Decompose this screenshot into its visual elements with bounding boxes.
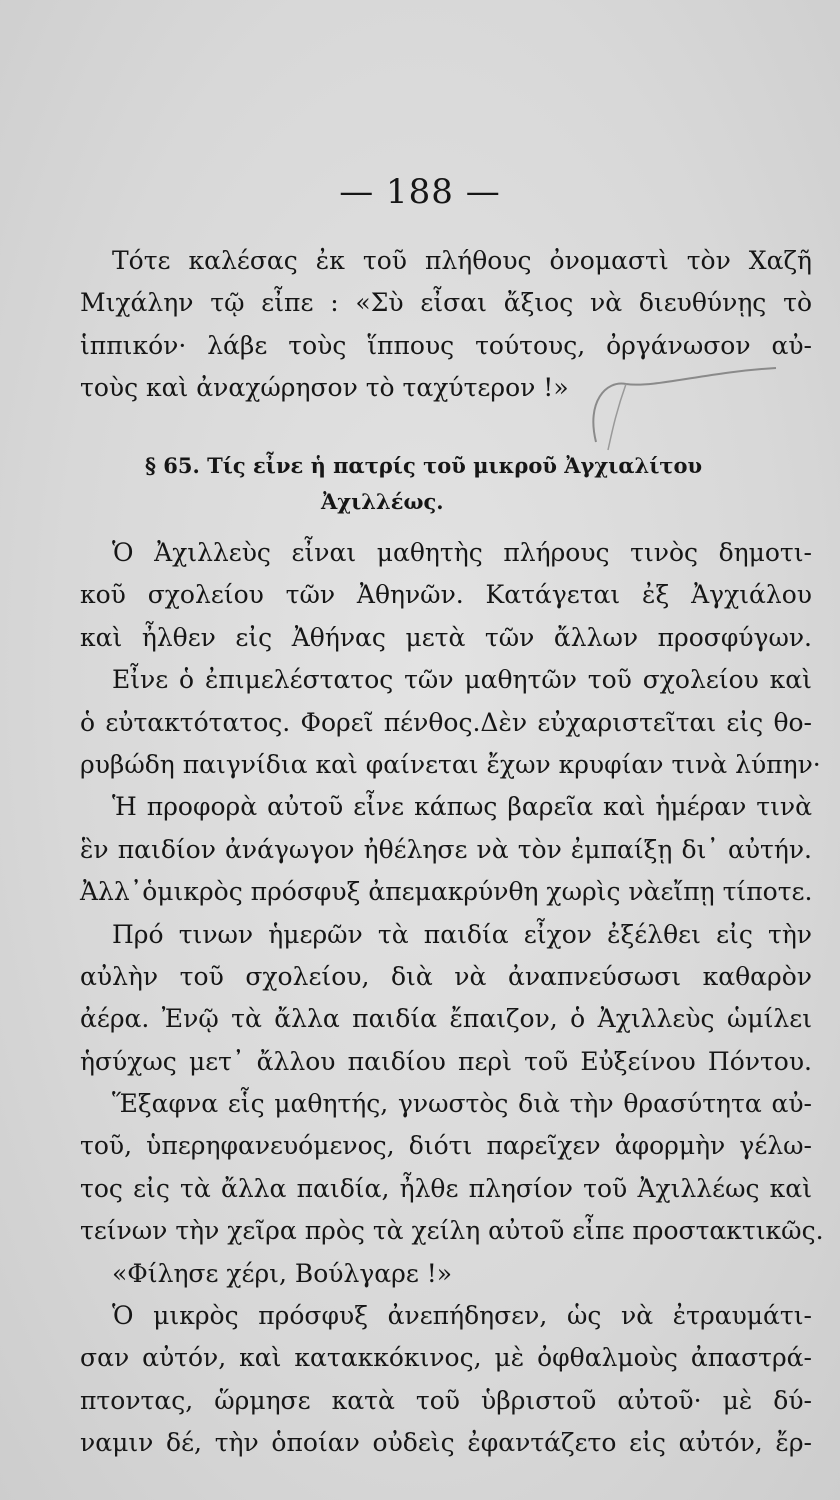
section-heading bbox=[145, 448, 785, 520]
text-line: καὶ ἦλθεν εἰς Ἀθήνας μετὰ τῶν ἄλλων προσφύγων. bbox=[80, 622, 812, 652]
text-line: Ἡ προφορὰ αὐτοῦ εἶνε κάπως βαρεῖα καὶ ἡμέραν τινὰ bbox=[112, 792, 812, 822]
text-line: τος εἰς τὰ ἄλλα παιδία, ἦλθε πλησίον τοῦ Ἀχιλλέως καὶ bbox=[80, 1173, 812, 1203]
text-line: Πρό τινων ἡμερῶν τὰ παιδία εἶχον ἐξέλθει εἰς τὴν bbox=[112, 919, 812, 949]
text-line: Ὁ Ἀχιλλεὺς εἶναι μαθητὴς πλήρους τινὸς δημοτι- bbox=[112, 538, 812, 567]
text-line: Ἕξαφνα εἷς μαθητής, γνωστὸς διὰ τὴν θρασύτητα αὐ- bbox=[112, 1089, 812, 1119]
body-text bbox=[80, 532, 824, 1465]
section-heading-line: § 65. Τίς εἶνε ἡ πατρίς τοῦ μικροῦ Ἀγχιαλίτου bbox=[145, 453, 703, 478]
text-line: ἓν παιδίον ἀνάγωγον ἠθέλησε νὰ τὸν ἐμπαίξῃ δι᾽ αὐτήν. bbox=[80, 834, 812, 864]
text-line: Τότε καλέσας ἐκ τοῦ πλήθους ὀνομαστὶ τὸν Χαζῆ bbox=[112, 246, 812, 275]
text-line: ἱππικόν· λάβε τοὺς ἵππους τούτους, ὀργάνωσον αὐ- bbox=[80, 330, 812, 360]
text-line: τοῦ, ὑπερηφανευόμενος, διότι παρεῖχεν ἀφορμὴν γέλω- bbox=[80, 1131, 812, 1161]
text-line: Ὁ μικρὸς πρόσφυξ ἀνεπήδησεν, ὡς νὰ ἐτραυμάτι- bbox=[112, 1301, 812, 1331]
pencil-mark bbox=[586, 362, 786, 452]
text-line: Εἶνε ὁ ἐπιμελέστατος τῶν μαθητῶν τοῦ σχολείου καὶ bbox=[112, 665, 812, 695]
text-line: ἡσύχως μετ᾽ ἄλλου παιδίου περὶ τοῦ Εὐξείνου Πόντου. bbox=[80, 1046, 812, 1076]
section-heading-line: Ἀχιλλέως. bbox=[321, 489, 444, 514]
text-line: πτοντας, ὥρμησε κατὰ τοῦ ὑβριστοῦ αὐτοῦ· μὲ δύ- bbox=[80, 1385, 812, 1415]
text-line: «Φίλησε χέρι, Βούλγαρε !» bbox=[112, 1258, 453, 1288]
text-line: Ἀλλ᾽ὁμικρὸς πρόσφυξ ἀπεμακρύνθη χωρὶς νὰεἴπῃ τίποτε. bbox=[80, 877, 813, 907]
text-line: σαν αὐτόν, καὶ κατακκόκινος, μὲ ὀφθαλμοὺς ἀπαστρά- bbox=[80, 1343, 812, 1373]
text-line: Μιχάλην τῷ εἶπε : «Σὺ εἶσαι ἄξιος νὰ διευθύνῃς τὸ bbox=[80, 288, 812, 318]
text-line: τοὺς καὶ ἀναχώρησον τὸ ταχύτερον !» bbox=[80, 373, 569, 403]
text-line: ναμιν δέ, τὴν ὁποίαν οὐδεὶς ἐφαντάζετο εἰς αὐτόν, ἔρ- bbox=[80, 1428, 812, 1458]
text-line: ρυβώδη παιγνίδια καὶ φαίνεται ἔχων κρυφίαν τινὰ λύπην· bbox=[80, 749, 821, 779]
text-line: τείνων τὴν χεῖρα πρὸς τὰ χείλη αὐτοῦ εἶπε προστακτικῶς. bbox=[80, 1216, 824, 1246]
text-line: ὁ εὐτακτότατος. Φορεῖ πένθος.Δὲν εὐχαριστεῖται εἰς θο- bbox=[80, 707, 812, 737]
text-line: ἀέρα. Ἐνῷ τὰ ἄλλα παιδία ἔπαιζον, ὁ Ἀχιλλεὺς ὡμίλει bbox=[80, 1004, 812, 1034]
text-line: κοῦ σχολείου τῶν Ἀθηνῶν. Κατάγεται ἐξ Ἀγχιάλου bbox=[80, 580, 812, 610]
text-line: αὐλὴν τοῦ σχολείου, διὰ νὰ ἀναπνεύσωσι καθαρὸν bbox=[80, 961, 812, 991]
page-number: — 188 — bbox=[339, 172, 501, 212]
